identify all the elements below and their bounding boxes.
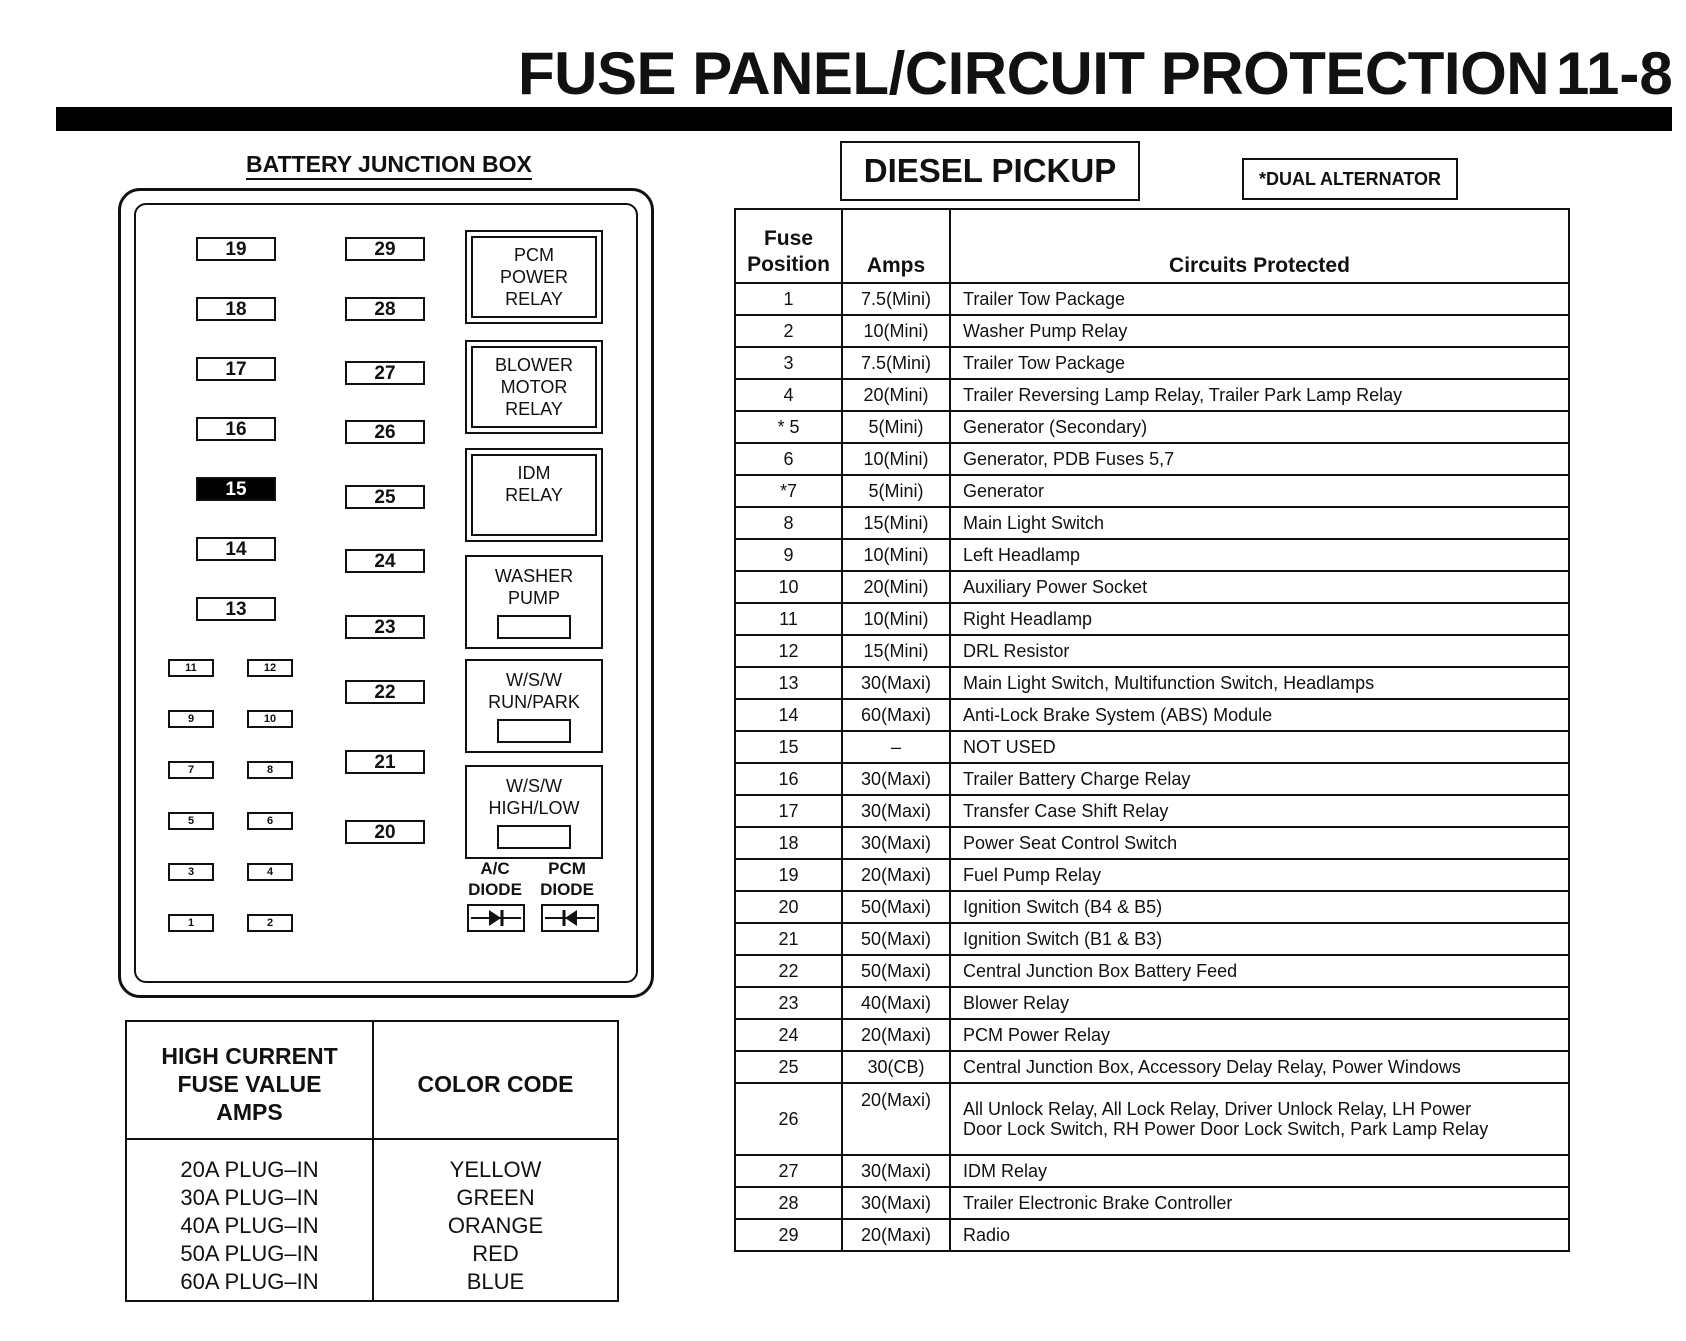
pcm-diode-label: PCM DIODE bbox=[540, 859, 594, 899]
page-title: FUSE PANEL/CIRCUIT PROTECTION bbox=[518, 40, 1550, 107]
color-item: YELLOW bbox=[449, 1157, 542, 1182]
amps-cell: 30(Maxi) bbox=[842, 667, 950, 699]
wsw-high-low-relay bbox=[465, 765, 603, 859]
fuse-17: 17 bbox=[196, 357, 276, 381]
pcm-power-relay bbox=[465, 230, 603, 324]
amps-cell: 10(Mini) bbox=[842, 315, 950, 347]
amps-cell: 15(Mini) bbox=[842, 507, 950, 539]
amps-cell: 60(Maxi) bbox=[842, 699, 950, 731]
color-item: GREEN bbox=[456, 1185, 535, 1210]
amps-cell: 10(Mini) bbox=[842, 539, 950, 571]
fuse-position-cell: 20 bbox=[735, 891, 842, 923]
circuit-cell: Transfer Case Shift Relay bbox=[950, 795, 1569, 827]
table-row bbox=[735, 731, 1569, 763]
fuse-position-cell: 8 bbox=[735, 507, 842, 539]
subtitle: 2000 EXCURSION, SUPER DUTY SERIES F-250, F-350, F-450, F-550 bbox=[1147, 219, 1656, 236]
circuit-cell: Central Junction Box, Accessory Delay Relay, Power Windows bbox=[950, 1051, 1569, 1083]
table-row bbox=[735, 827, 1569, 859]
diesel-pickup-title: DIESEL PICKUP bbox=[840, 141, 1140, 201]
fuse-position-cell: 25 bbox=[735, 1051, 842, 1083]
amps-cell: 20(Maxi) bbox=[842, 1083, 950, 1155]
color-item: RED bbox=[472, 1241, 519, 1266]
table-row bbox=[735, 891, 1569, 923]
table-row bbox=[735, 1083, 1569, 1155]
fuse-position-cell: 16 bbox=[735, 763, 842, 795]
fuse-position-cell: 19 bbox=[735, 859, 842, 891]
table-row bbox=[735, 379, 1569, 411]
fuse-value-item: 30A PLUG–IN bbox=[180, 1185, 319, 1210]
circuit-cell: Anti-Lock Brake System (ABS) Module bbox=[950, 699, 1569, 731]
circuit-cell: All Unlock Relay, All Lock Relay, Driver Unlock Relay, LH Power Door Lock Switch, RH Power Door Lock Switch, Park Lamp Relay bbox=[950, 1083, 1569, 1155]
fuse-value-item: 60A PLUG–IN bbox=[180, 1269, 319, 1294]
table-row bbox=[735, 1019, 1569, 1051]
fuse-position-cell: 14 bbox=[735, 699, 842, 731]
circuit-cell: Ignition Switch (B1 & B3) bbox=[950, 923, 1569, 955]
table-row bbox=[735, 347, 1569, 379]
circuit-cell: Ignition Switch (B4 & B5) bbox=[950, 891, 1569, 923]
fuse-28: 28 bbox=[345, 297, 425, 321]
circuit-cell: Trailer Electronic Brake Controller bbox=[950, 1187, 1569, 1219]
fuse-position-cell: 9 bbox=[735, 539, 842, 571]
fuse-position-cell: 15 bbox=[735, 731, 842, 763]
wsw-run-park-relay bbox=[465, 659, 603, 753]
circuit-cell: Washer Pump Relay bbox=[950, 315, 1569, 347]
amps-cell: 50(Maxi) bbox=[842, 923, 950, 955]
fuse-table-header-row bbox=[735, 209, 1569, 283]
battery-junction-box-title: BATTERY JUNCTION BOX bbox=[246, 153, 532, 180]
amps-cell: 10(Mini) bbox=[842, 603, 950, 635]
washer-pump-relay-label: WASHER PUMP bbox=[494, 566, 574, 608]
fuse-23: 23 bbox=[345, 615, 425, 639]
amps-cell: 5(Mini) bbox=[842, 411, 950, 443]
blower-motor-relay-label: BLOWER MOTOR RELAY bbox=[494, 355, 573, 419]
fuse-table bbox=[734, 208, 1570, 1252]
circuit-cell: DRL Resistor bbox=[950, 635, 1569, 667]
table-row bbox=[735, 539, 1569, 571]
washer-pump-relay-socket bbox=[497, 615, 571, 639]
fuse-13: 13 bbox=[196, 597, 276, 621]
table-row bbox=[735, 283, 1569, 315]
circuit-cell: Blower Relay bbox=[950, 987, 1569, 1019]
mini-fuse-12: 12 bbox=[247, 659, 293, 677]
circuits-header: Circuits Protected bbox=[950, 209, 1569, 283]
pcm-diode-icon bbox=[541, 904, 599, 932]
fuse-position-cell: 27 bbox=[735, 1155, 842, 1187]
fuse-position-cell: 17 bbox=[735, 795, 842, 827]
fuse-14: 14 bbox=[196, 537, 276, 561]
amps-cell: 50(Maxi) bbox=[842, 891, 950, 923]
mini-fuse-2: 2 bbox=[247, 914, 293, 932]
fuse-position-cell: * 5 bbox=[735, 411, 842, 443]
circuit-cell: Auxiliary Power Socket bbox=[950, 571, 1569, 603]
fuse-position-cell: 21 bbox=[735, 923, 842, 955]
fuse-position-cell: 26 bbox=[735, 1083, 842, 1155]
fuse-22: 22 bbox=[345, 680, 425, 704]
fuse-position-cell: 22 bbox=[735, 955, 842, 987]
amps-cell: 30(Maxi) bbox=[842, 763, 950, 795]
amps-cell: 40(Maxi) bbox=[842, 987, 950, 1019]
color-item: BLUE bbox=[466, 1269, 525, 1294]
table-row bbox=[735, 315, 1569, 347]
fuse-value-item: 40A PLUG–IN bbox=[180, 1213, 319, 1238]
mini-fuse-10: 10 bbox=[247, 710, 293, 728]
fuse-26: 26 bbox=[345, 420, 425, 444]
table-row bbox=[735, 795, 1569, 827]
table-row bbox=[735, 859, 1569, 891]
circuit-cell: Trailer Battery Charge Relay bbox=[950, 763, 1569, 795]
table-row bbox=[735, 443, 1569, 475]
table-row bbox=[735, 1219, 1569, 1251]
washer-pump-relay bbox=[465, 555, 603, 649]
mini-fuse-6: 6 bbox=[247, 812, 293, 830]
circuit-cell: Generator (Secondary) bbox=[950, 411, 1569, 443]
idm-relay-label: IDM RELAY bbox=[505, 463, 563, 505]
dual-alternator-note: *DUAL ALTERNATOR bbox=[1242, 158, 1458, 200]
blower-motor-relay bbox=[465, 340, 603, 434]
fuse-position-header: Fuse Position bbox=[735, 209, 842, 283]
amps-cell: 5(Mini) bbox=[842, 475, 950, 507]
fuse-position-cell: 11 bbox=[735, 603, 842, 635]
mini-fuse-11: 11 bbox=[168, 659, 214, 677]
table-row bbox=[735, 1155, 1569, 1187]
amps-cell: 30(Maxi) bbox=[842, 1155, 950, 1187]
fuse-19: 19 bbox=[196, 237, 276, 261]
fuse-27: 27 bbox=[345, 361, 425, 385]
fuse-29: 29 bbox=[345, 237, 425, 261]
amps-cell: 7.5(Mini) bbox=[842, 347, 950, 379]
amps-cell: 30(Maxi) bbox=[842, 827, 950, 859]
fuse-position-cell: 28 bbox=[735, 1187, 842, 1219]
page-number: 11-8 bbox=[1556, 40, 1673, 107]
mini-fuse-5: 5 bbox=[168, 812, 214, 830]
fuse-position-cell: 13 bbox=[735, 667, 842, 699]
mini-fuse-8: 8 bbox=[247, 761, 293, 779]
circuit-cell: Generator, PDB Fuses 5,7 bbox=[950, 443, 1569, 475]
color-code-header-rule bbox=[127, 1138, 617, 1140]
circuit-cell: Main Light Switch, Multifunction Switch, Headlamps bbox=[950, 667, 1569, 699]
circuit-cell: Trailer Tow Package bbox=[950, 283, 1569, 315]
circuit-cell: Fuel Pump Relay bbox=[950, 859, 1569, 891]
idm-relay bbox=[465, 448, 603, 542]
fuse-position-cell: *7 bbox=[735, 475, 842, 507]
fuse-24: 24 bbox=[345, 549, 425, 573]
table-row bbox=[735, 411, 1569, 443]
amps-cell: 20(Mini) bbox=[842, 571, 950, 603]
table-row bbox=[735, 635, 1569, 667]
amps-cell: 20(Maxi) bbox=[842, 1219, 950, 1251]
fuse-25: 25 bbox=[345, 485, 425, 509]
mini-fuse-9: 9 bbox=[168, 710, 214, 728]
fuse-position-cell: 2 bbox=[735, 315, 842, 347]
fuse-position-cell: 24 bbox=[735, 1019, 842, 1051]
circuit-cell: Trailer Tow Package bbox=[950, 347, 1569, 379]
wsw-run-park-relay-socket bbox=[497, 719, 571, 743]
table-row bbox=[735, 699, 1569, 731]
fuse-position-cell: 18 bbox=[735, 827, 842, 859]
table-row bbox=[735, 1187, 1569, 1219]
amps-cell: – bbox=[842, 731, 950, 763]
wsw-run-park-relay-label: W/S/W RUN/PARK bbox=[488, 670, 580, 712]
fuse-20: 20 bbox=[345, 820, 425, 844]
color-list bbox=[374, 1156, 617, 1296]
fuse-value-header: HIGH CURRENT FUSE VALUE AMPS bbox=[161, 1043, 338, 1125]
amps-cell: 15(Mini) bbox=[842, 635, 950, 667]
amps-cell: 30(Maxi) bbox=[842, 795, 950, 827]
color-item: ORANGE bbox=[447, 1213, 544, 1238]
circuit-cell: Radio bbox=[950, 1219, 1569, 1251]
fuse-position-cell: 6 bbox=[735, 443, 842, 475]
circuit-cell: Main Light Switch bbox=[950, 507, 1569, 539]
mini-fuse-1: 1 bbox=[168, 914, 214, 932]
wsw-high-low-relay-label: W/S/W HIGH/LOW bbox=[488, 776, 580, 818]
amps-header: Amps bbox=[842, 209, 950, 283]
circuit-cell: IDM Relay bbox=[950, 1155, 1569, 1187]
fuse-value-item: 50A PLUG–IN bbox=[180, 1241, 319, 1266]
color-code-table bbox=[125, 1020, 619, 1302]
table-row bbox=[735, 603, 1569, 635]
mini-fuse-7: 7 bbox=[168, 761, 214, 779]
ac-diode-icon bbox=[467, 904, 525, 932]
fuse-18: 18 bbox=[196, 297, 276, 321]
amps-cell: 30(CB) bbox=[842, 1051, 950, 1083]
amps-cell: 20(Mini) bbox=[842, 379, 950, 411]
table-row bbox=[735, 923, 1569, 955]
table-row bbox=[735, 763, 1569, 795]
circuit-cell: PCM Power Relay bbox=[950, 1019, 1569, 1051]
table-row bbox=[735, 955, 1569, 987]
mini-fuse-3: 3 bbox=[168, 863, 214, 881]
amps-cell: 10(Mini) bbox=[842, 443, 950, 475]
amps-cell: 20(Maxi) bbox=[842, 1019, 950, 1051]
table-row bbox=[735, 475, 1569, 507]
fuse-value-item: 20A PLUG–IN bbox=[180, 1157, 319, 1182]
color-code-header: COLOR CODE bbox=[417, 1071, 574, 1097]
table-row bbox=[735, 987, 1569, 1019]
fuse-21: 21 bbox=[345, 750, 425, 774]
fuse-position-cell: 10 bbox=[735, 571, 842, 603]
fuse-position-cell: 4 bbox=[735, 379, 842, 411]
circuit-cell: Left Headlamp bbox=[950, 539, 1569, 571]
amps-cell: 20(Maxi) bbox=[842, 859, 950, 891]
fuse-position-cell: 29 bbox=[735, 1219, 842, 1251]
fuse-16: 16 bbox=[196, 417, 276, 441]
table-row bbox=[735, 667, 1569, 699]
fuse-position-cell: 1 bbox=[735, 283, 842, 315]
amps-cell: 7.5(Mini) bbox=[842, 283, 950, 315]
mini-fuse-4: 4 bbox=[247, 863, 293, 881]
fuse-15: 15 bbox=[196, 477, 276, 501]
circuit-cell: Power Seat Control Switch bbox=[950, 827, 1569, 859]
fuse-position-cell: 3 bbox=[735, 347, 842, 379]
circuit-cell: NOT USED bbox=[950, 731, 1569, 763]
circuit-cell: Right Headlamp bbox=[950, 603, 1569, 635]
table-row bbox=[735, 1051, 1569, 1083]
fuse-position-cell: 23 bbox=[735, 987, 842, 1019]
wsw-high-low-relay-socket bbox=[497, 825, 571, 849]
circuit-cell: Generator bbox=[950, 475, 1569, 507]
table-row bbox=[735, 571, 1569, 603]
circuit-cell: Trailer Reversing Lamp Relay, Trailer Park Lamp Relay bbox=[950, 379, 1569, 411]
fuse-value-list bbox=[127, 1156, 372, 1296]
circuit-cell: Central Junction Box Battery Feed bbox=[950, 955, 1569, 987]
ac-diode-label: A/C DIODE bbox=[468, 859, 522, 899]
table-row bbox=[735, 507, 1569, 539]
pcm-power-relay-label: PCM POWER RELAY bbox=[499, 245, 568, 309]
fuse-position-cell: 12 bbox=[735, 635, 842, 667]
amps-cell: 30(Maxi) bbox=[842, 1187, 950, 1219]
amps-cell: 50(Maxi) bbox=[842, 955, 950, 987]
